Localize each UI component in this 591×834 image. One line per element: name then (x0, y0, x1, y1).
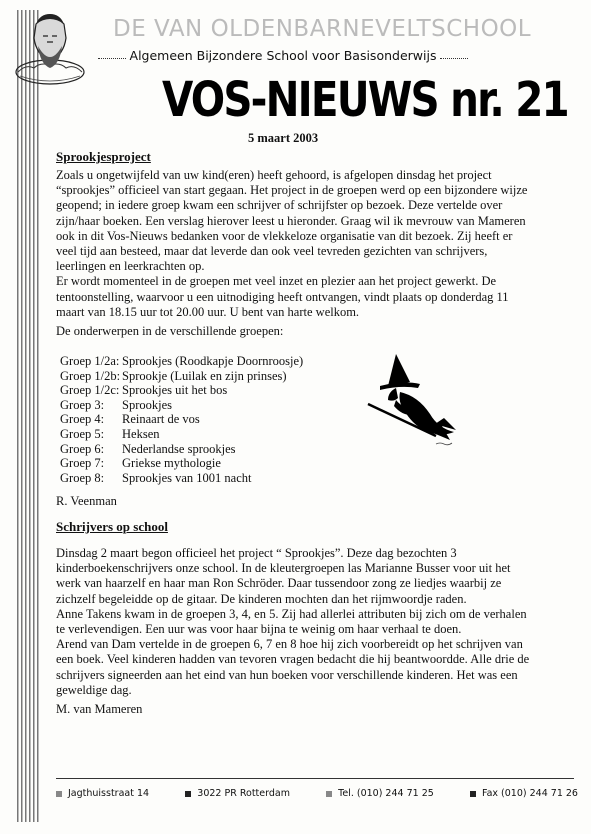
group-name: Groep 5: (60, 426, 105, 441)
portrait-engraving-icon (14, 6, 86, 86)
group-topic: Griekse mythologie (122, 456, 221, 471)
group-name: Groep 4: (60, 412, 105, 427)
group-topic: Reinaart de vos (122, 412, 200, 427)
group-topic: Sprookjes van 1001 nacht (122, 470, 252, 485)
article2-paragraph: Dinsdag 2 maart begon officieel het project “ Sprookjes”. Deze dag bezochten 3 kinderboekenschrijvers onze school. In de kleutergroepen las Marianne Busser voor uit het werk van haarzelf en haar man Ron Schröder. Daar tussendoor zong ze liedjes waarbij ze zichzelf begeleidde op de gitaar. De kinderen mochten dan het rijmwoordje raden. (56, 546, 511, 606)
issue-date: 5 maart 2003 (248, 131, 319, 145)
article1-paragraph: Zoals u ongetwijfeld van uw kind(eren) heeft gehoord, is afgelopen dinsdag het project “sprookjes” officieel van start gegaan. Het project in de groepen werd op een bijzondere wijze geopend; in iedere groep kwam een schrijver of schrijfster op bezoek. Deze vertelde over zijn/haar boeken. Een verslag hierover leest u hieronder. Graag wil ik mevrouw van Mameren ook in dit Vos-Nieuws bedanken voor de vlekkeloze organisatie van dit bezoek. Zij heeft er veel tijd aan besteed, maar dat leverde dan ook veel tevreden gezichten van schrijvers, leerlingen en leerkrachten op. (56, 168, 528, 274)
list-item (60, 427, 303, 442)
square-bullet-icon (470, 791, 476, 797)
footer-postal-text: 3022 PR Rotterdam (197, 788, 290, 799)
group-name: Groep 8: (60, 470, 105, 485)
list-item (60, 412, 303, 427)
group-topic: Sprookje (Luilak en zijn prinses) (122, 368, 287, 383)
footer-fax-text: Fax (010) 244 71 26 (482, 788, 578, 799)
group-topic: Sprookjes (Roodkapje Doornroosje) (122, 354, 304, 368)
article-heading-schrijvers: Schrijvers op school (56, 519, 168, 534)
subtitle-row (98, 48, 468, 63)
square-bullet-icon (326, 791, 332, 797)
article-heading-sprookjesproject: Sprookjesproject (56, 149, 151, 164)
list-item (60, 354, 303, 369)
newsletter-masthead: VOS-NIEUWS nr. 21 (162, 72, 568, 129)
square-bullet-icon (56, 791, 62, 797)
footer (56, 788, 578, 799)
decorative-side-lines (17, 10, 41, 822)
witch-on-broom-icon (366, 352, 466, 452)
footer-postal (185, 788, 290, 799)
footer-divider (56, 778, 574, 779)
group-topic: Nederlandse sprookjes (122, 441, 236, 456)
square-bullet-icon (185, 791, 191, 797)
article1-paragraph: Er wordt momenteel in de groepen met veel inzet en plezier aan het project gewerkt. De tentoonstelling, waarvoor u een uitnodiging heeft ontvangen, vindt plaats op donderdag 11 maart van 18.15 uur tot 20.00 uur. U bent van harte welkom. (56, 274, 509, 319)
group-topic: Sprookjes (122, 397, 172, 412)
signature-van-mameren: M. van Mameren (56, 702, 143, 716)
article1-body (56, 168, 534, 320)
group-name: Groep 1/2b: (60, 368, 121, 383)
footer-tel (326, 788, 434, 799)
group-name: Groep 7: (60, 456, 105, 471)
article2-paragraph: Arend van Dam vertelde in de groepen 6, 7 en 8 hoe hij zich voorbereidt op het schrijven van een boek. Veel kinderen hadden van tevoren vragen bedacht die hij beantwoordde. Alle drie de schrijvers signeerden aan het eind van hun boeken voor verschillende kinderen. Het was een geweldige dag. (56, 637, 530, 697)
signature-veenman: R. Veenman (56, 494, 117, 508)
group-name: Groep 3: (60, 397, 105, 412)
group-name: Groep 6: (60, 441, 105, 456)
article2-body (56, 546, 534, 698)
footer-address-text: Jagthuisstraat 14 (68, 788, 150, 799)
school-name: DE VAN OLDENBARNEVELTSCHOOL (113, 16, 532, 42)
school-subtitle: Algemeen Bijzondere School voor Basisonderwijs (129, 48, 437, 63)
list-item (60, 442, 303, 457)
groups-intro: De onderwerpen in de verschillende groepen: (56, 324, 284, 338)
group-topic: Sprookjes uit het bos (122, 383, 228, 398)
dotted-rule (440, 57, 468, 59)
list-item (60, 456, 303, 471)
list-item (60, 398, 303, 413)
group-topic: Heksen (122, 426, 160, 441)
list-item (60, 471, 303, 486)
group-name: Groep 1/2a: (60, 354, 120, 368)
footer-address (56, 788, 149, 799)
article2-paragraph: Anne Takens kwam in de groepen 3, 4, en 5. Zij had allerlei attributen bij zich om de verhalen te verlevendigen. Een uur was voor haar bijna te weinig om haar verhaal te doen. (56, 606, 527, 637)
footer-fax (470, 788, 578, 799)
footer-tel-text: Tel. (010) 244 71 25 (338, 788, 434, 799)
groups-list (60, 354, 303, 485)
list-item (60, 369, 303, 384)
dotted-rule (98, 57, 126, 59)
group-name: Groep 1/2c: (60, 383, 120, 398)
list-item (60, 383, 303, 398)
